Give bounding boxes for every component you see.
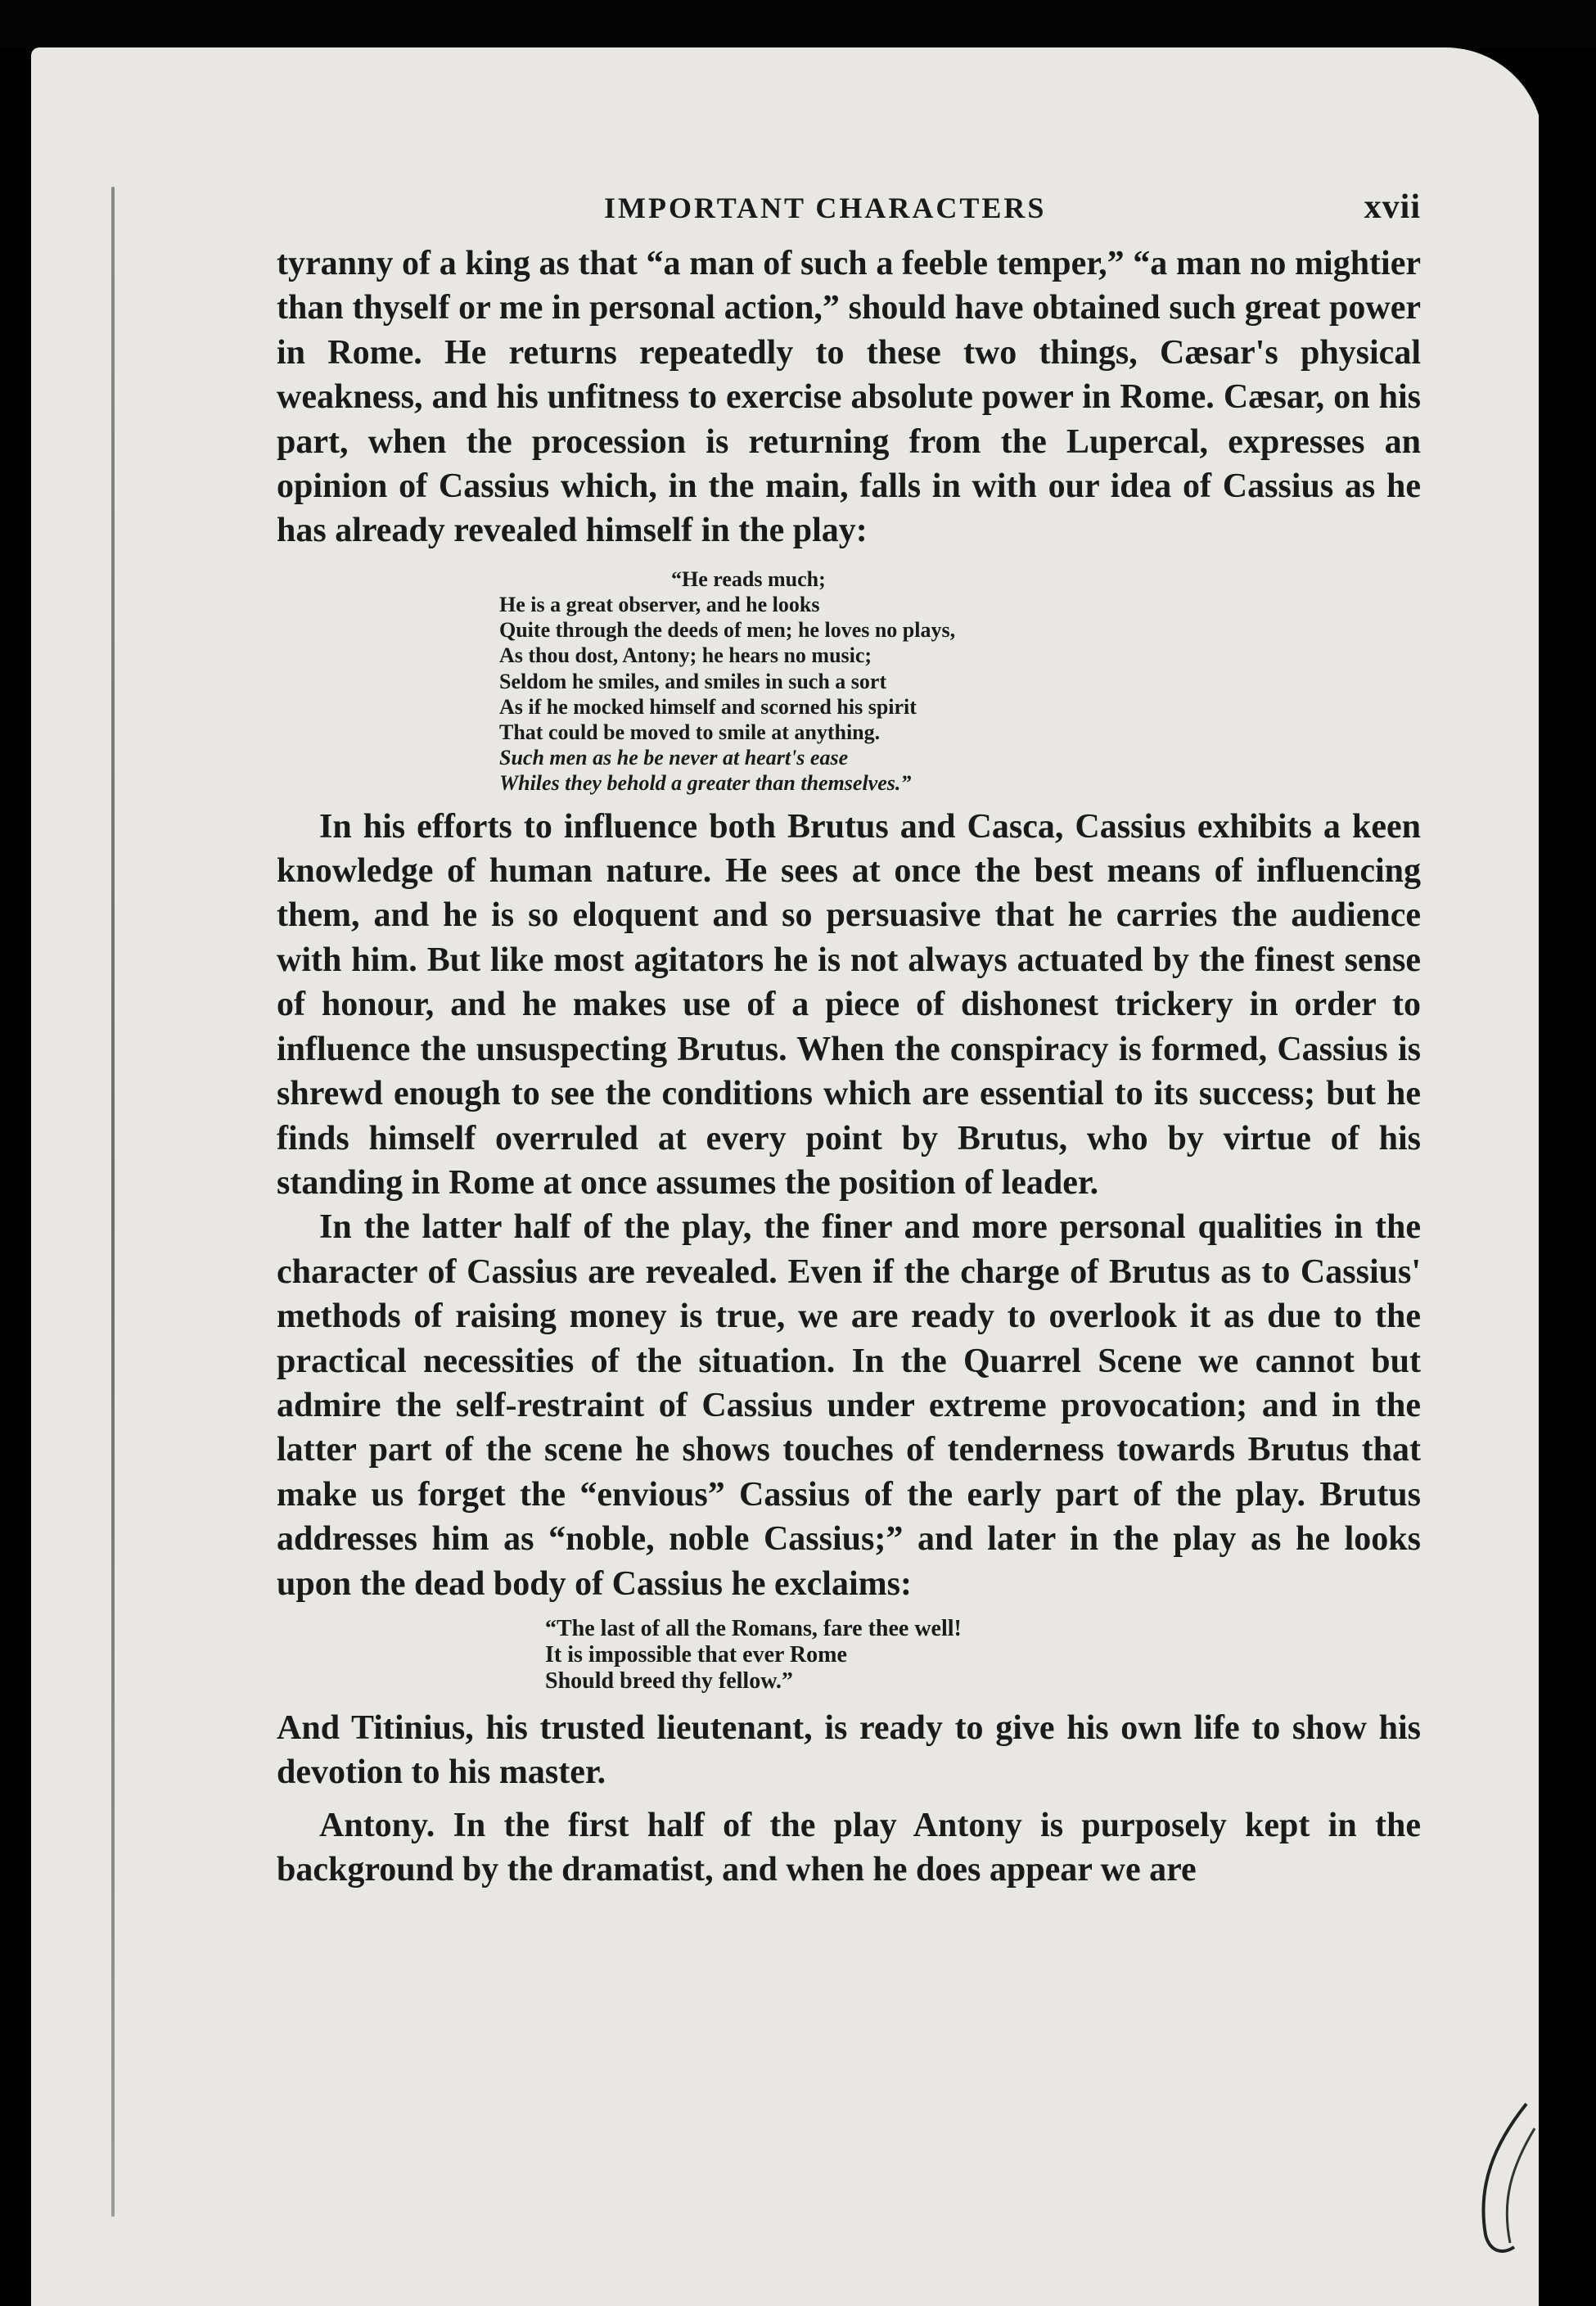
paragraph-antony bbox=[277, 1803, 1421, 1893]
paragraph: And Titinius, his trusted lieutenant, is ready to give his own life to show his devotion to his master. bbox=[277, 1708, 1421, 1792]
verse-line: That could be moved to smile at anything. bbox=[499, 720, 881, 745]
verse-line: “He reads much; bbox=[671, 566, 826, 591]
scan-right-border bbox=[1539, 47, 1596, 2306]
verse-line: It is impossible that ever Rome bbox=[545, 1641, 847, 1667]
binding-shadow bbox=[111, 187, 115, 2217]
paragraph: In his efforts to influence both Brutus and Casca, Cassius exhibits a keen knowledge of human nature. He sees at once the best means of influencing them, and he is so eloquent and so persuasive that he carries the audience with him. But like most agitators he is not always actuated by the finest sense of honour, and he makes use of a piece of dishonest trickery in order to influence the unsuspecting Brutus. When the conspiracy is formed, Cassius is shrewd enough to see the conditions which are essential to its success; but he finds himself overruled at every point by Brutus, who by virtue of his standing in Rome at once assumes the position of leader. bbox=[277, 807, 1421, 1202]
page-number: xvii bbox=[1364, 188, 1421, 226]
page-text bbox=[277, 184, 1421, 1893]
section-lead-antony: Antony. bbox=[319, 1806, 435, 1844]
verse-line: “The last of all the Romans, fare thee well! bbox=[545, 1615, 962, 1641]
block-quote-brutus bbox=[545, 1616, 1421, 1695]
verse-line: Seldom he smiles, and smiles in such a sort bbox=[499, 669, 887, 693]
verse-line: As thou dost, Antony; he hears no music; bbox=[499, 643, 872, 668]
verse-line: As if he mocked himself and scorned his spirit bbox=[499, 694, 917, 719]
paragraph-text: In the first half of the play Antony is purposely kept in the background by the dramatist, and when he does appear we are bbox=[277, 1806, 1421, 1889]
running-header bbox=[277, 184, 1421, 241]
verse-line: Such men as he be never at heart's ease bbox=[499, 746, 849, 770]
paragraph: In the latter half of the play, the finer and more personal qualities in the character of Cassius are revealed. Even if the charge of Brutus as to Cassius' methods of raising money is true, we are ready to overlook it as due to the practical necessities of the situation. In the Quarrel Scene we cannot but admire the self-restraint of Cassius under extreme provocation; and in the latter part of the scene he shows touches of tenderness towards Brutus that make us forget the “envious” Cassius of the early part of the play. Brutus addresses him as “noble, noble Cassius;” and later in the play as he looks upon the dead body of Cassius he exclaims: bbox=[277, 1208, 1421, 1603]
running-title: IMPORTANT CHARACTERS bbox=[604, 192, 1047, 224]
page-curl-mark bbox=[1469, 2096, 1543, 2259]
verse-line: Quite through the deeds of men; he loves no plays, bbox=[499, 618, 956, 643]
verse-line: Should breed thy fellow.” bbox=[545, 1667, 793, 1694]
block-quote-caesar bbox=[499, 566, 1421, 796]
verse-line: He is a great observer, and he looks bbox=[499, 593, 820, 617]
paragraph: tyranny of a king as that “a man of such a feeble temper,” “a man no mightier than thyself or me in personal action,” should have obtained such great power in Rome. He returns repeatedly to these two things, Cæsar's physical weakness, and his unfitness to exercise absolute power in Rome. Cæsar, on his part, when the procession is returning from the Lupercal, expresses an opinion of Cassius which, in the main, falls in with our idea of Cassius as he has already revealed himself in the play: bbox=[277, 245, 1421, 550]
verse-line: Whiles they behold a greater than themselves.” bbox=[499, 771, 912, 796]
scan-top-border bbox=[0, 0, 1596, 47]
